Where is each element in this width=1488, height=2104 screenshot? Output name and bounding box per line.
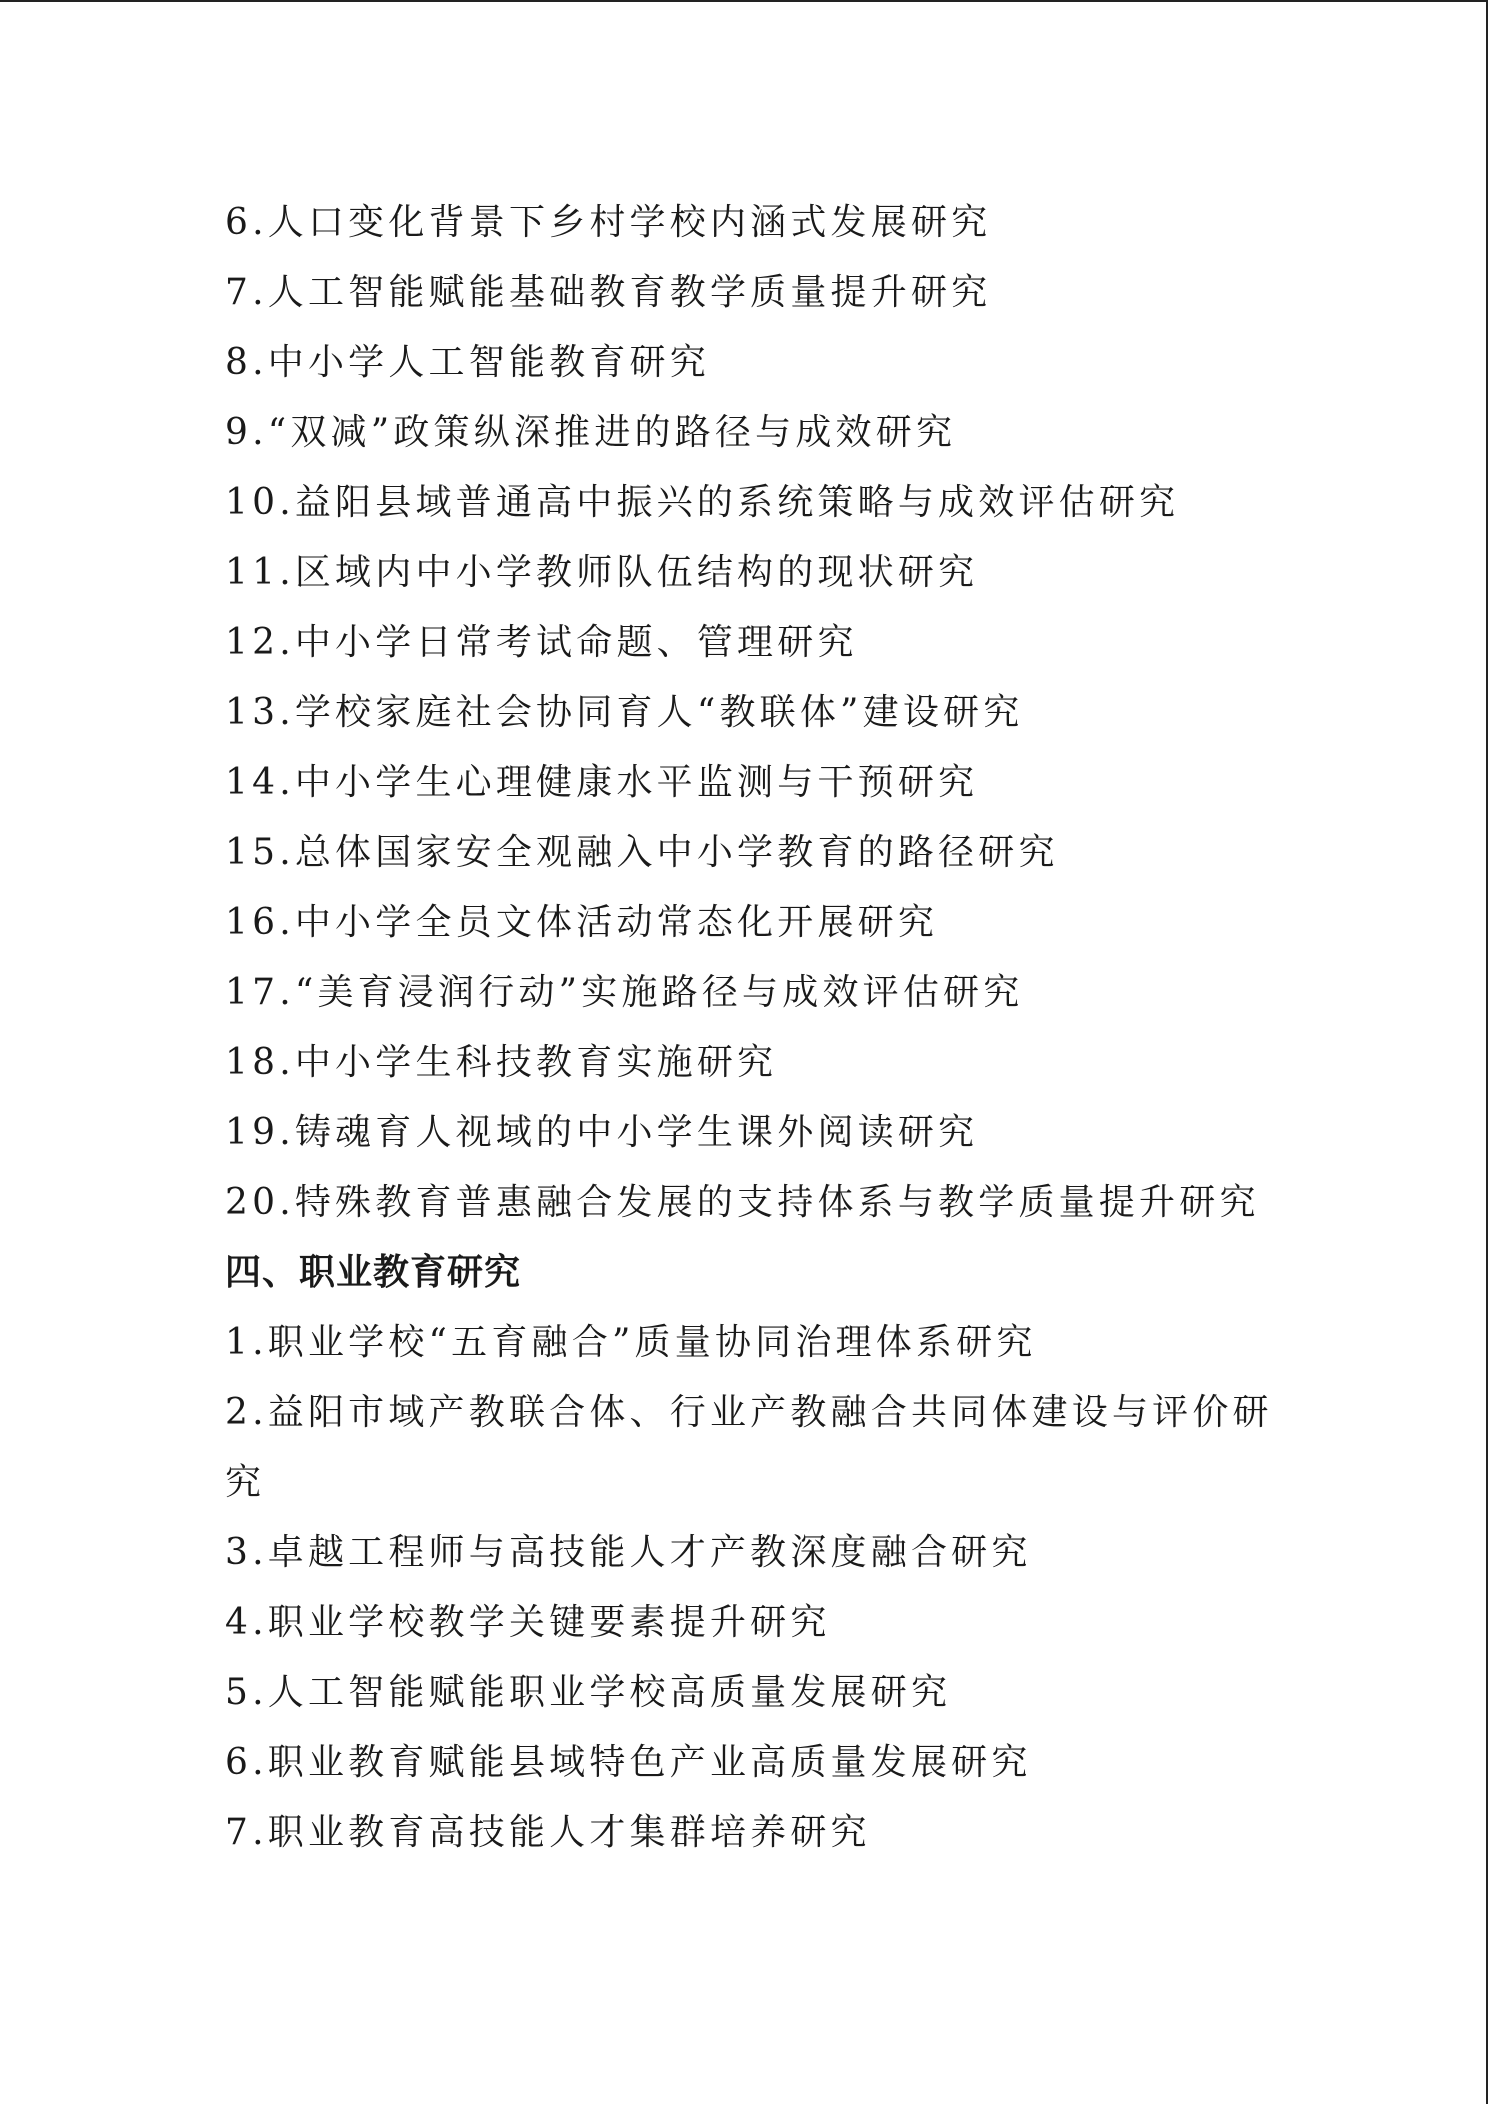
list-item: 16.中小学全员文体活动常态化开展研究: [225, 902, 939, 943]
list-item: 19.铸魂育人视域的中小学生课外阅读研究: [225, 1112, 979, 1153]
list-item: 12.中小学日常考试命题、管理研究: [225, 622, 858, 663]
list-item: 6.职业教育赋能县域特色产业高质量发展研究: [225, 1742, 1032, 1783]
list-item: 11.区域内中小学教师队伍结构的现状研究: [225, 552, 979, 593]
list-item: 2.益阳市域产教联合体、行业产教融合共同体建设与评价研: [225, 1392, 1273, 1433]
list-item: 10.益阳县域普通高中振兴的系统策略与成效评估研究: [225, 482, 1180, 523]
list-item: 4.职业学校教学关键要素提升研究: [225, 1602, 831, 1643]
list-item: 9.“双减”政策纵深推进的路径与成效研究: [225, 412, 957, 453]
list-item: 13.学校家庭社会协同育人“教联体”建设研究: [225, 692, 1024, 733]
list-item: 18.中小学生科技教育实施研究: [225, 1042, 778, 1083]
list-item: 7.职业教育高技能人才集群培养研究: [225, 1812, 871, 1853]
list-item: 5.人工智能赋能职业学校高质量发展研究: [225, 1672, 952, 1713]
list-item: 14.中小学生心理健康水平监测与干预研究: [225, 762, 979, 803]
section-heading: 四、职业教育研究: [225, 1252, 522, 1293]
list-item-continuation: 究: [225, 1462, 266, 1503]
list-item: 8.中小学人工智能教育研究: [225, 342, 710, 383]
list-item: 7.人工智能赋能基础教育教学质量提升研究: [225, 272, 992, 313]
list-item: 6.人口变化背景下乡村学校内涵式发展研究: [225, 202, 992, 243]
list-item: 20.特殊教育普惠融合发展的支持体系与教学质量提升研究: [225, 1182, 1260, 1223]
document-body: [225, 188, 1273, 1868]
page-border-top: [0, 0, 1488, 2]
list-item: 3.卓越工程师与高技能人才产教深度融合研究: [225, 1532, 1032, 1573]
list-item: 1.职业学校“五育融合”质量协同治理体系研究: [225, 1322, 1037, 1363]
list-item: 15.总体国家安全观融入中小学教育的路径研究: [225, 832, 1059, 873]
list-item: 17.“美育浸润行动”实施路径与成效评估研究: [225, 972, 1024, 1013]
